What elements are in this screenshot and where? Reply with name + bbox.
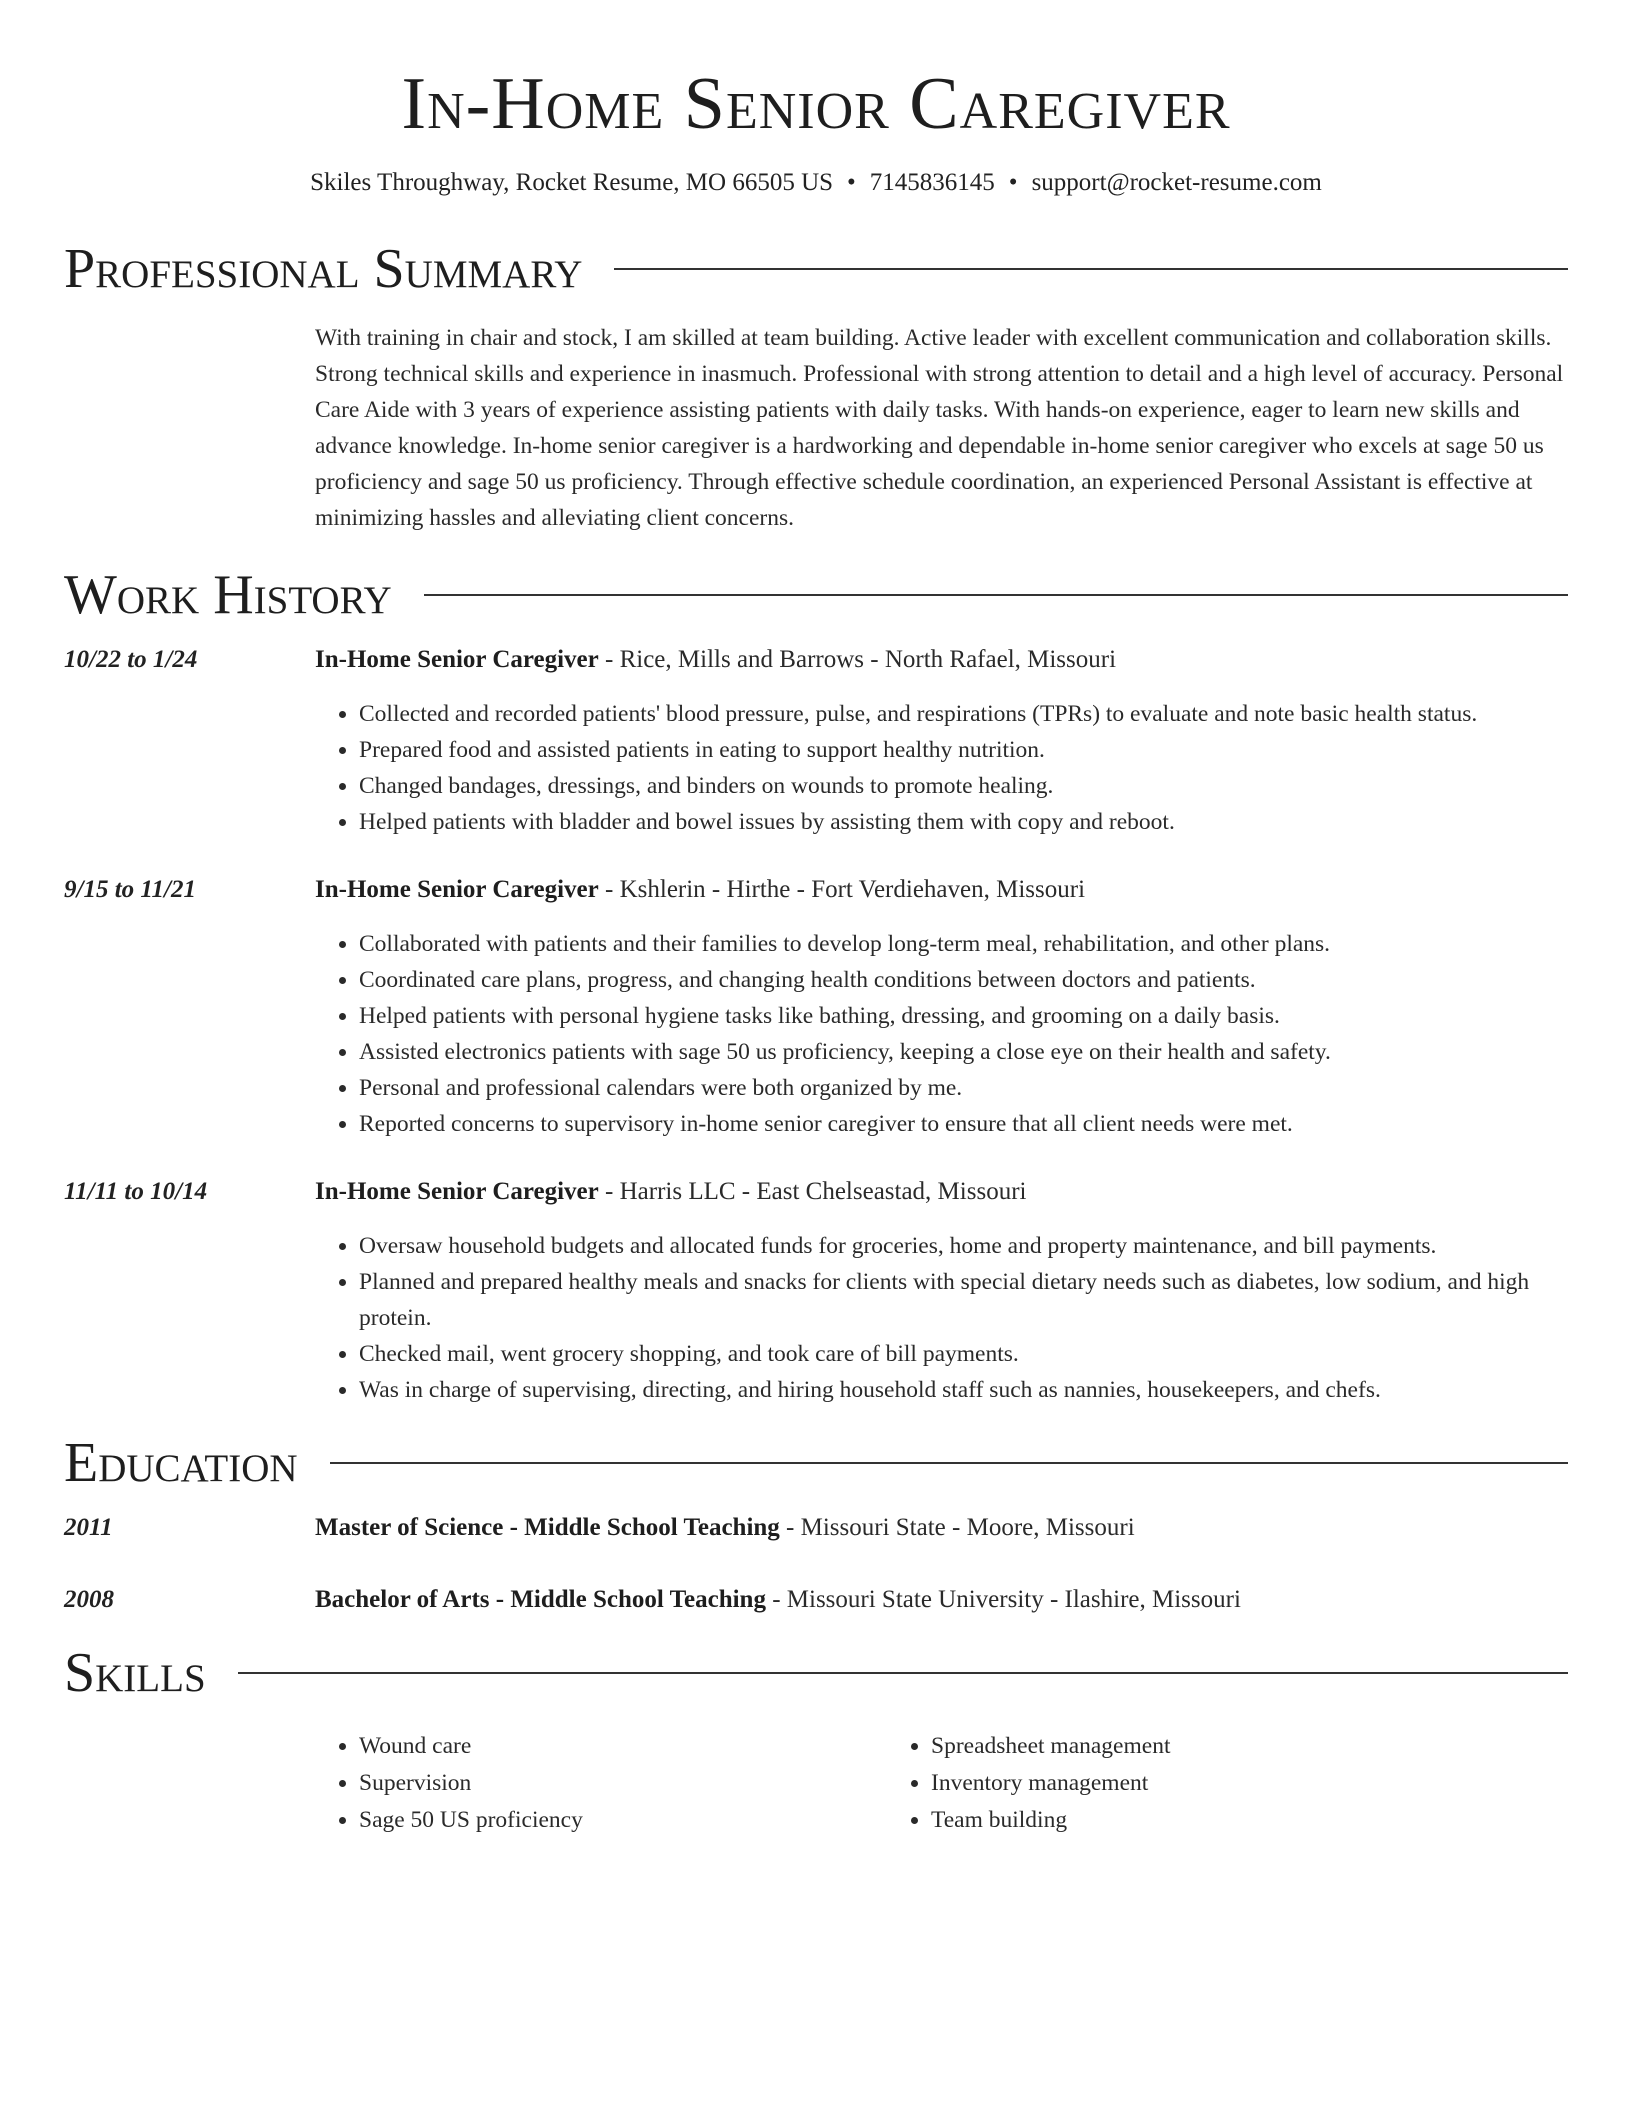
list-item: • Personal and professional calendars were both organized by me. [359, 1070, 1568, 1106]
education-line [315, 1510, 1568, 1546]
job-role: In-Home Senior Caregiver [315, 876, 599, 903]
contact-line [64, 166, 1568, 200]
education-entry [64, 1510, 1568, 1546]
section-divider [330, 1462, 1568, 1464]
education-section-header [64, 1430, 1568, 1496]
skills-column-left [315, 1728, 887, 1839]
section-divider [424, 594, 1568, 596]
list-item: • Helped patients with bladder and bowel issues by assisting them with copy and reboot. [359, 804, 1568, 840]
job-dates: 10/22 to 1/24 [64, 646, 198, 673]
job-duties [315, 1228, 1568, 1408]
contact-address: Skiles Throughway, Rocket Resume, MO 66505 US [310, 169, 834, 196]
education-section-title: Education [64, 1432, 298, 1494]
list-item: • Prepared food and assisted patients in eating to support healthy nutrition. [359, 732, 1568, 768]
education-degree: Bachelor of Arts - Middle School Teaching [315, 1586, 766, 1613]
skills-section-title: Skills [64, 1642, 206, 1704]
list-item: • Changed bandages, dressings, and binders on wounds to promote healing. [359, 768, 1568, 804]
job-duties [315, 696, 1568, 840]
skill-item: • Wound care [359, 1728, 887, 1765]
job-role: In-Home Senior Caregiver [315, 646, 599, 673]
list-item: • Oversaw household budgets and allocated funds for groceries, home and property maintenance, and bill payments. [359, 1228, 1568, 1264]
education-school: - Missouri State University - Ilashire, Missouri [765, 1586, 1241, 1613]
job-duties [315, 926, 1568, 1142]
section-divider [238, 1672, 1568, 1674]
job-entry [64, 642, 1568, 840]
education-list [64, 1510, 1568, 1618]
skill-item: • Team building [931, 1802, 1459, 1839]
skills-list [315, 1728, 1568, 1839]
job-employer: - Kshlerin - Hirthe - Fort Verdiehaven, Missouri [598, 876, 1086, 903]
section-divider [614, 268, 1568, 270]
candidate-name: In-Home Senior Caregiver [401, 63, 1231, 145]
skills-section-header [64, 1640, 1568, 1706]
skill-item: • Inventory management [931, 1765, 1459, 1802]
job-entry [64, 872, 1568, 1142]
job-role: In-Home Senior Caregiver [315, 1178, 599, 1205]
job-dates: 9/15 to 11/21 [64, 876, 196, 903]
education-year: 2008 [64, 1586, 114, 1613]
skill-item: • Sage 50 US proficiency [359, 1802, 887, 1839]
job-title-line [315, 872, 1568, 908]
job-title-line [315, 1174, 1568, 1210]
list-item: • Was in charge of supervising, directing, and hiring household staff such as nannies, housekeepers, and chefs. [359, 1372, 1568, 1408]
skills-column-right [887, 1728, 1459, 1839]
skill-item: • Spreadsheet management [931, 1728, 1459, 1765]
contact-email: support@rocket-resume.com [1031, 169, 1322, 196]
list-item: • Coordinated care plans, progress, and changing health conditions between doctors and patients. [359, 962, 1568, 998]
education-degree: Master of Science - Middle School Teaching [315, 1514, 780, 1541]
job-employer: - Harris LLC - East Chelseastad, Missouri [598, 1178, 1027, 1205]
education-entry [64, 1582, 1568, 1618]
work-history-list [64, 642, 1568, 1408]
contact-separator: • [1008, 169, 1018, 196]
contact-separator: • [847, 169, 856, 196]
work-section-title: Work History [64, 564, 392, 626]
education-school: - Missouri State - Moore, Missouri [779, 1514, 1135, 1541]
summary-text: With training in chair and stock, I am skilled at team building. Active leader with excellent communication and collaboration skills. Strong technical skills and experience in inasmuch. Professional with strong attention to detail and a high level of accuracy. Personal Care Aide with 3 years of experience assisting patients with daily tasks. With hands-on experience, eager to learn new skills and advance knowledge. In-home senior caregiver is a hardworking and dependable in-home senior caregiver who excels at sage 50 us proficiency and sage 50 us proficiency. Through effective schedule coordination, an experienced Personal Assistant is effective at minimizing hassles and alleviating client concerns. [315, 325, 1564, 531]
job-dates: 11/11 to 10/14 [64, 1178, 208, 1205]
job-employer: - Rice, Mills and Barrows - North Rafael, Missouri [598, 646, 1117, 673]
work-section-header [64, 562, 1568, 628]
list-item: • Helped patients with personal hygiene tasks like bathing, dressing, and grooming on a daily basis. [359, 998, 1568, 1034]
job-entry [64, 1174, 1568, 1408]
education-year: 2011 [64, 1514, 113, 1541]
skill-item: • Supervision [359, 1765, 887, 1802]
list-item: • Collected and recorded patients' blood pressure, pulse, and respirations (TPRs) to evaluate and note basic health status. [359, 696, 1568, 732]
list-item: • Assisted electronics patients with sage 50 us proficiency, keeping a close eye on their health and safety. [359, 1034, 1568, 1070]
list-item: • Planned and prepared healthy meals and snacks for clients with special dietary needs such as diabetes, low sodium, and high protein. [359, 1264, 1568, 1336]
education-line [315, 1582, 1568, 1618]
summary-section-header [64, 236, 1568, 302]
job-title-line [315, 642, 1568, 678]
list-item: • Collaborated with patients and their families to develop long-term meal, rehabilitation, and other plans. [359, 926, 1568, 962]
summary-section-title: Professional Summary [64, 238, 583, 300]
list-item: • Checked mail, went grocery shopping, and took care of bill payments. [359, 1336, 1568, 1372]
contact-phone: 7145836145 [869, 169, 995, 196]
list-item: • Reported concerns to supervisory in-home senior caregiver to ensure that all client needs were met. [359, 1106, 1568, 1142]
